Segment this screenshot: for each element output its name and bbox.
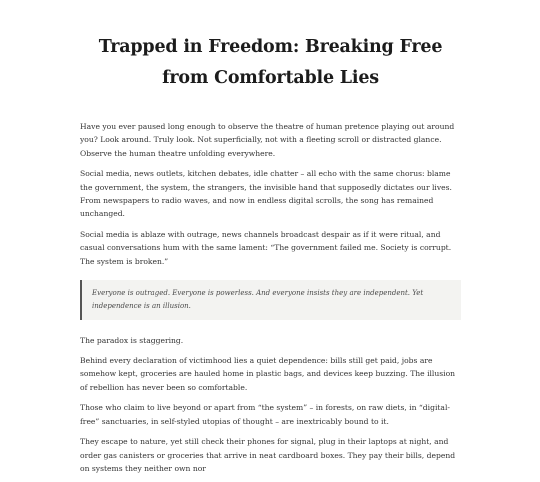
paragraph: They escape to nature, yet still check their phones for signal, plug in their laptops at night, and order gas canisters or groceries that arrive in neat cardboard boxes. They pay their bills, depend on systems they neither own nor (80, 437, 456, 473)
article (80, 0, 461, 482)
pull-quote: Everyone is outraged. Everyone is powerless. And everyone insists they are independent. Yet independence is an illusion. (80, 280, 461, 320)
paragraph: The paradox is staggering. (80, 335, 184, 345)
article-body (80, 120, 461, 475)
paragraph: Behind every declaration of victimhood lies a quiet dependence: bills still get paid, jobs are somehow kept, groceries are hauled home in plastic bags, and devices keep buzzing. The illusion of rebellion has never been so comfortable. (80, 356, 456, 392)
paragraph: Social media, news outlets, kitchen debates, idle chatter – all echo with the same chorus: blame the government, the system, the strangers, the invisible hand that supposedly dictates our lives. From newspapers to radio waves, and now in endless digital scrolls, the song has remained unchanged. (80, 169, 452, 219)
paragraph: Social media is ablaze with outrage, news channels broadcast despair as if it were ritual, and casual conversations hum with the same lament: “The government failed me. Society is corrupt. The system is broken.” (80, 229, 452, 266)
article-title: Trapped in Freedom: Breaking Free from Comfortable Lies (98, 37, 443, 88)
paragraph: Have you ever paused long enough to observe the theatre of human pretence playing out around you? Look around. Truly look. Not superficially, not with a fleeting scroll or distracted glance. Observe the human theatre unfolding everywhere. (80, 122, 455, 158)
paragraph: Those who claim to live beyond or apart from “the system” – in forests, on raw diets, in “digital-free” sanctuaries, in self-styled utopias of thought – are inextricably bound to it. (80, 403, 450, 426)
